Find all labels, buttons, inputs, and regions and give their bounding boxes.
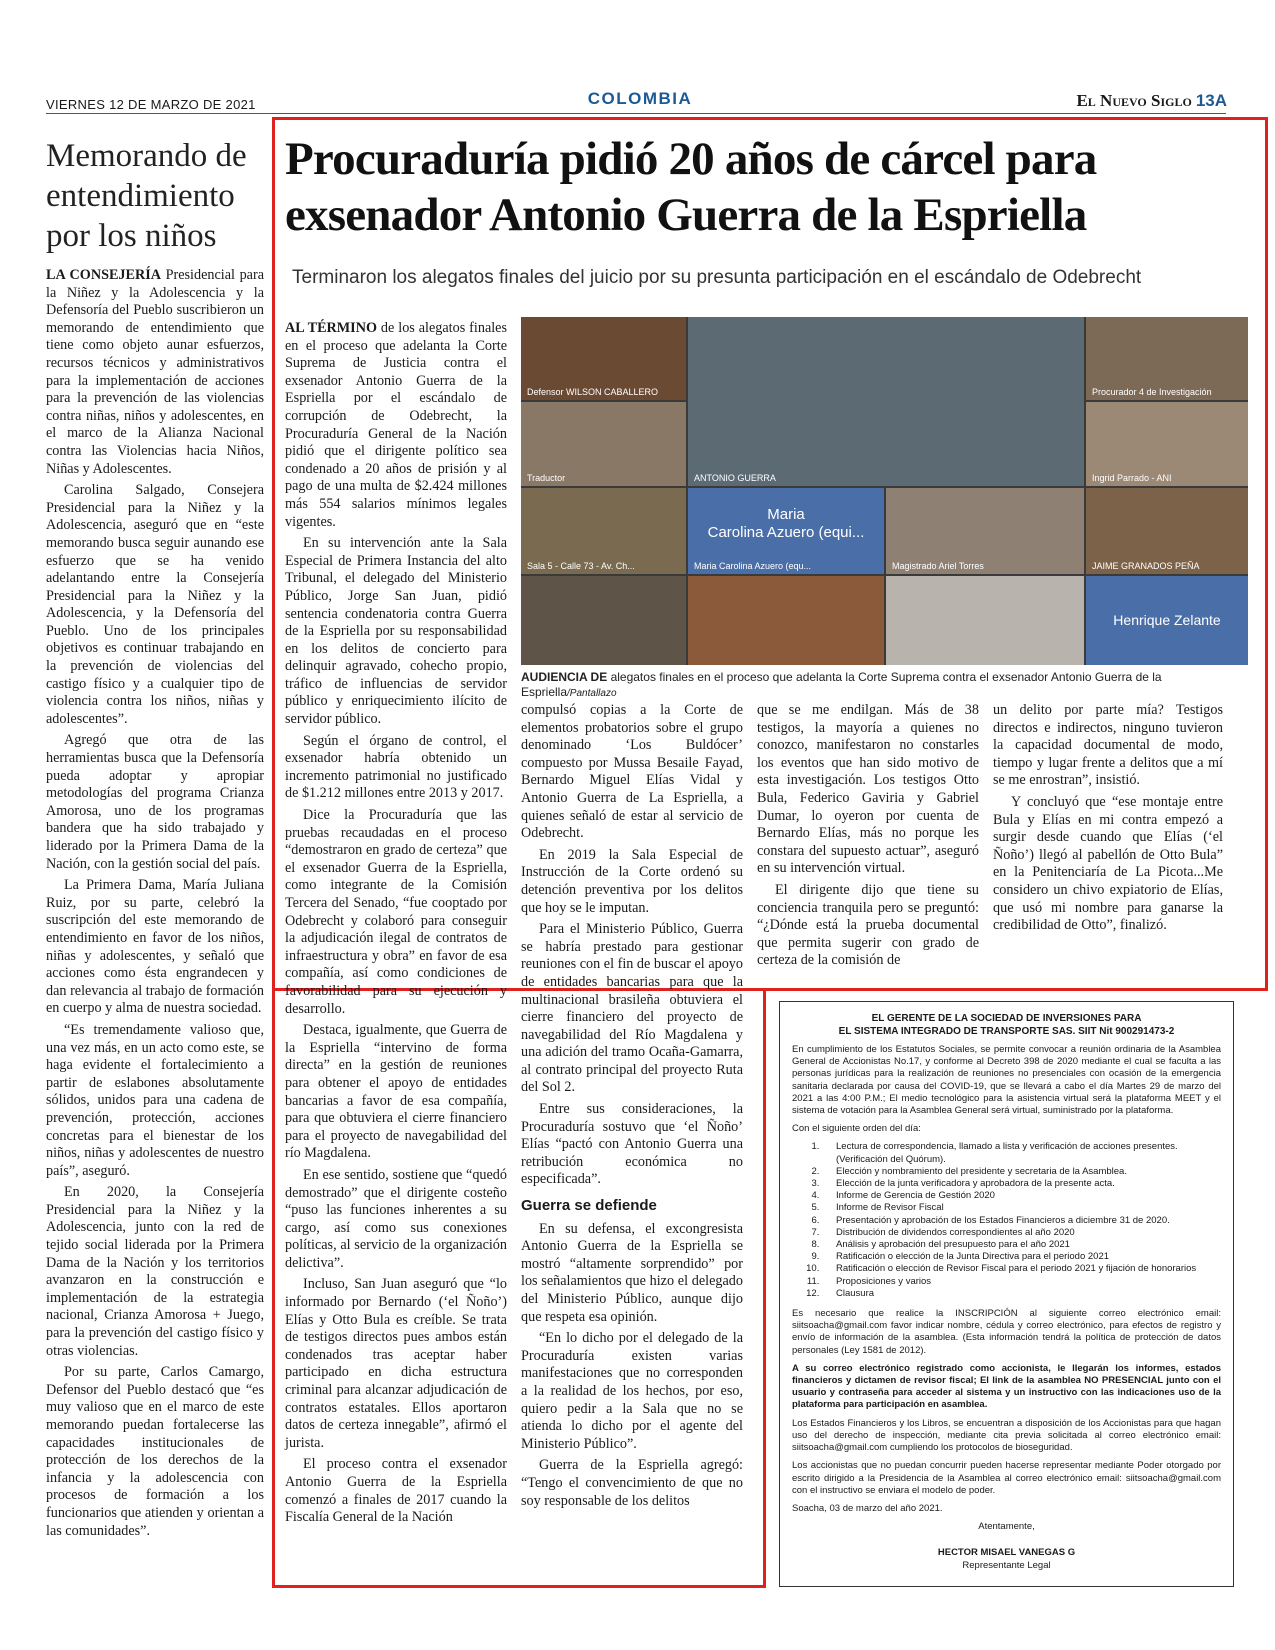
caption-lead: AUDIENCIA DE [521, 670, 608, 684]
photo-tile [1086, 576, 1248, 665]
agenda-item: 5. Informe de Revisor Fiscal [822, 1202, 1221, 1214]
section-name: COLOMBIA [587, 89, 693, 108]
sidebar-paragraph: Agregó que otra de las herramientas busca que la Defensoría pueda adoptar y apropiar metodologías del programa Crianza Amorosa, uno de los programas bandera que ha sido trabajado y liderado por la Primera Dama de la Nación, con la gestión social del país. [46, 732, 264, 872]
agenda-item: 3. Elección de la junta verificadora y aprobadora de la presente acta. [822, 1178, 1221, 1190]
edition-date: VIERNES 12 DE MARZO DE 2021 [46, 97, 256, 112]
notice-paragraph: Es necesario que realice la INSCRIPCIÓN al siguiente correo electrónico email: siitsoacha@gmail.com favor indicar nombre, cédula y correo electrónico, para efectos de registro y envío de información de la asamblea. (Esta información tendrá la política de protección de datos personales (Ley 1581 de 2012). [792, 1308, 1221, 1356]
participant-name: Henrique Zelante [1113, 612, 1221, 628]
sidebar-paragraph: Carolina Salgado, Consejera Presidencial para la Niñez y la Adolescencia, aseguró que en “este memorando busca seguir aunando ese esfuerzo que se ha venido adelantando entre la Consejería Presidencial para la Niñez y la Adolescencia, y la Defensoría del Pueblo. Uno de los principales objetivos es continuar trabajando en la prevención de violencias del castigo físico y a cualquier tipo de violencia contra los niños, niñas y adolescentes”. [46, 482, 264, 727]
article-subhead: Guerra se defiende [521, 1197, 657, 1215]
article-paragraph: “En lo dicho por el delegado de la Procuraduría existen varias manifestaciones que no corresponden a la realidad de los hechos, por eso, quiero pedir a la Sala que no se atienda lo dicho por el agente del Ministerio Público”. [521, 1330, 743, 1452]
photo-tile: Defensor WILSON CABALLERO [521, 317, 686, 400]
photo-tile: Ingrid Parrado - ANI [1086, 402, 1248, 486]
agenda-list [822, 1141, 1221, 1300]
sidebar-title: Memorando de entendimiento por los niños [46, 138, 247, 254]
agenda-item: 1. Lectura de correspondencia, llamado a lista y verificación de acciones presentes. (Verificación del Quórum). [822, 1141, 1221, 1165]
photo-tile [688, 576, 884, 665]
article-paragraph: Guerra de la Espriella agregó: “Tengo el convencimiento de que no soy responsable de los delitos [521, 1457, 743, 1509]
article-paragraph: Destaca, igualmente, que Guerra de la Espriella “intervino de forma directa” en la gestión de reuniones para obtener el apoyo de entidades bancarias a favor de esa compañía, para que obtuviera el cierre financiero para el proyecto de navegabilidad del río Magdalena. [285, 1022, 507, 1162]
article-paragraph: Y concluyó que “ese montaje entre Bula y Elías en mi contra empezó a surgir desde cuando que Elías (‘el Ñoño’) llegó al pabellón de Otto Bula” en la Penitenciaría de La Picota...Me considero un chivo expiatorio de Elías, que usó mi nombre para ganarse la credibilidad de Otto”, finalizó. [993, 793, 1223, 934]
sidebar-text: Presidencial para la Niñez y la Adolescencia y la Defensoría del Pueblo suscribieron un memorando de entendimiento que tiene como objeto aunar esfuerzos, recursos técnicos y administrativos para la implementación de acciones para la prevención de las violencias contra niñas, niños y adolescentes, en el marco de la Alianza Nacional contra las Violencias hacia Niños, Niñas y Adolescentes. [46, 267, 264, 477]
notice-paragraph: Los Estados Financieros y los Libros, se encuentran a disposición de los Accionistas para que hagan uso del derecho de inspección, mediante cita previa solicitada al correo electrónico email: siitsoacha@gmail.com cumpliendo los protocolos de bioseguridad. [792, 1417, 1221, 1454]
photo-tile: JAIME GRANADOS PEÑA [1086, 488, 1248, 574]
sidebar-body [46, 267, 264, 1544]
legal-notice [779, 1001, 1234, 1587]
participant-name: Maria Carolina Azuero (equi... [707, 506, 865, 541]
notice-paragraph: Con el siguiente orden del día: [792, 1123, 921, 1135]
article-column-2 [521, 702, 743, 1514]
article-lead: AL TÉRMINO [285, 320, 377, 336]
agenda-item: 8. Análisis y aprobación del presupuesto para el año 2021 [822, 1239, 1221, 1251]
newspaper-name [1076, 91, 1227, 111]
signer-role: Representante Legal [962, 1559, 1051, 1571]
article-paragraph: un delito por parte mía? Testigos directos e indirectos, ninguno tuvieron la capacidad documental de modo, tiempo y lugar frente a delitos que a mí se me enrostran”, insistió. [993, 702, 1223, 789]
article-column-4 [993, 702, 1223, 939]
photo-credit: /Pantallazo [567, 688, 617, 699]
article-paragraph: En 2019 la Sala Especial de Instrucción de la Corte ordenó su detención preventiva por los delitos que hoy se le imputan. [521, 846, 743, 916]
agenda-item: 10. Ratificación o elección de Revisor Fiscal para el periodo 2021 y fijación de honorarios [822, 1263, 1221, 1275]
article-paragraph: El proceso contra el exsenador Antonio Guerra de la Espriella comenzó a finales de 2017 cuando la Fiscalía General de la Nación [285, 1456, 507, 1526]
article-photo [521, 317, 1248, 665]
agenda-item: 4. Informe de Gerencia de Gestión 2020 [822, 1190, 1221, 1202]
notice-paragraph: Los accionistas que no puedan concurrir pueden hacerse representar mediante Poder otorgado por escrito dirigido a la Presidencia de la Asamblea al correo electrónico email: siitsoacha@gmail.com con el instructivo se enviara el modelo de poder. [792, 1460, 1221, 1496]
article-paragraph: Según el órgano de control, el exsenador habría obtenido un incremento patrimonial no justificado de $1.212 millones entre 2013 y 2017. [285, 732, 507, 802]
sidebar-paragraph: Por su parte, Carlos Camargo, Defensor del Pueblo destacó que “es muy valioso que en el marco de este memorando puedan fortalecerse las capacidades institucionales de protección de los derechos de la infancia y la adolescencia con procesos de formación a los funcionarios que atienden y orientan a las comunidades”. [46, 1364, 264, 1539]
agenda-item: 6. Presentación y aprobación de los Estados Financieros a diciembre 31 de 2020. [822, 1215, 1221, 1227]
notice-date: Soacha, 03 de marzo del año 2021. [792, 1502, 943, 1514]
sidebar-paragraph: “Es tremendamente valioso que, una vez más, en un acto como este, se haga evidente el fortalecimiento a partir de eslabones absolutamente sólidos, unidos para una cadena de prevención, protección, acciones concretas para el bienestar de los niños, niñas y adolescentes de nuestro país”, aseguró. [46, 1021, 264, 1179]
photo-tile-main: ANTONIO GUERRA [688, 317, 1084, 486]
article-column-1 [285, 320, 507, 1531]
page-number: 13A [1195, 91, 1227, 110]
article-paragraph: En su intervención ante la Sala Especial de Primera Instancia del alto Tribunal, el delegado del Ministerio Público, Jorge San Juan, pidió sentencia condenatoria contra Guerra de la Espriella por su responsabilidad en los delitos de concierto para delinquir agravado, cohecho propio, tráfico de influencias de servidor público y enriquecimiento ilícito de servidor público. [285, 535, 507, 728]
article-paragraph: En ese sentido, sostiene que “quedó demostrado” que el dirigente costeño “puso las funciones inherentes a su cargo, así como sus conexiones políticas, al servicio de la organización delictiva”. [285, 1166, 507, 1271]
photo-tile: Sala 5 - Calle 73 - Av. Ch... [521, 488, 686, 574]
agenda-item: 12. Clausura [822, 1288, 1221, 1300]
article-paragraph: compulsó copias a la Corte de elementos probatorios sobre el grupo denominado ‘Los Buldócer’ compuesto por Mussa Besaile Fayad, Bernardo Miguel Elías Vidal y Antonio Guerra de La Espriella, a quienes señaló de estar al servicio de Odebrecht. [521, 702, 743, 842]
article-headline: Procuraduría pidió 20 años de cárcel para exsenador Antonio Guerra de la Espriella [285, 133, 1097, 241]
sidebar-paragraph [46, 267, 264, 478]
article-paragraph: Dice la Procuraduría que las pruebas recaudadas en el proceso “demostraron en grado de certeza” que el exsenador Guerra de la Espriella, como integrante de la Comisión Tercera del Senado, “fue cooptado por Odebrecht y colaboró para conseguir la adjudicación ilegal de contratos de infraestructura y obra” en favor de esa compañía, así como condiciones de favorabilidad para su ejecución y desarrollo. [285, 807, 507, 1017]
sidebar-paragraph: En 2020, la Consejería Presidencial para la Niñez y la Adolescencia, junto con la red de tejido social liderada por la Primera Dama de la Nación y los territorios avanzaron en la construcción e implementación de la estrategia nacional, Crianza Amorosa + Juego, para la prevención del castigo físico y otras violencias. [46, 1184, 264, 1359]
photo-tile: Magistrado Ariel Torres [886, 488, 1084, 574]
agenda-item: 11. Proposiciones y varios [822, 1276, 1221, 1288]
article-subtitle: Terminaron los alegatos finales del juicio por su presunta participación en el escándalo de Odebrecht [292, 267, 1142, 288]
header-rule [46, 113, 1226, 114]
newspaper-title: El Nuevo Siglo [1076, 91, 1192, 110]
caption-text: alegatos finales en el proceso que adelanta la Corte Suprema contra el exsenador Antonio Guerra de la Espriella [521, 670, 1162, 699]
article-paragraph: AL TÉRMINO de los alegatos finales en el proceso que adelanta la Corte Suprema de Justicia contra el exsenador Antonio Guerra de la Espriella por el escándalo de corrupción de Odebrecht, la Procuraduría General de la Nación pidió que el dirigente político sea condenado a 20 años de prisión y al pago de una multa de $2.424 millones más 554 salarios mínimos legales vigentes. [285, 320, 507, 530]
photo-tile [886, 576, 1084, 665]
article-column-3 [757, 702, 979, 974]
sidebar-lead: LA CONSEJERÍA [46, 267, 161, 283]
photo-tile: Traductor [521, 402, 686, 486]
article-paragraph: Para el Ministerio Público, Guerra se habría prestado para gestionar reuniones con el fin de buscar el apoyo de entidades bancarias para que la multinacional brasileña obtuviera el cierre financiero del proyecto de navegabilidad del Río Magdalena y una adición del tramo Ocaña-Gamarra, al contrato principal del proyecto Ruta del Sol 2. [521, 921, 743, 1096]
article-paragraph: En su defensa, el excongresista Antonio Guerra de la Espriella se mostró “altamente sorprendido” por los señalamientos que hizo el delegado del Ministerio Público, aunque dijo que respeta esa opinión. [521, 1220, 743, 1325]
photo-tile [521, 576, 686, 665]
agenda-item: 2. Elección y nombramiento del presidente y secretaria de la Asamblea. [822, 1166, 1221, 1178]
article-paragraph: Entre sus consideraciones, la Procuraduría sostuvo que ‘el Ñoño’ Elías “pactó con Antonio Guerra una retribución económica no especificada”. [521, 1101, 743, 1188]
photo-tile: Maria Carolina Azuero (equi... Maria Carolina Azuero (equ... [688, 488, 884, 574]
agenda-item: 9. Ratificación o elección de la Junta Directiva para el periodo 2021 [822, 1251, 1221, 1263]
notice-heading: EL GERENTE DE LA SOCIEDAD DE INVERSIONES PARA EL SISTEMA INTEGRADO DE TRANSPORTE SAS. SIIT Nit 900291473-2 [838, 1013, 1175, 1037]
notice-paragraph: En cumplimiento de los Estatutos Sociales, se permite convocar a reunión ordinaria de la Asamblea General de Accionistas No.17, y conforme al Decreto 398 de 2020 mediante el cual se faculta a las personas jurídicas para la realización de reuniones no presenciales con ocasión de la emergencia sanitaria declarada por causa del COVID-19, que se llevará a cabo el día Martes 29 de marzo del 2021 a las 4:00 P.M.; El medio tecnológico para la asistencia virtual será la plataforma MEET y el sistema de votación para la Asamblea General será virtual, suministrado por la plataforma. [792, 1044, 1221, 1117]
sidebar-paragraph: La Primera Dama, María Juliana Ruiz, por su parte, celebró la suscripción del este memorando de entendimiento en favor de los niños, niñas y adolescentes, y señaló que acciones como ésta engrandecen y dan relevancia al trabajo de formación en cuerpo y alma de nuestra sociedad. [46, 877, 264, 1017]
notice-closing: Atentamente, [978, 1521, 1035, 1533]
photo-caption [521, 670, 1248, 701]
article-paragraph: que se me endilgan. Más de 38 testigos, la mayoría a quienes no conozco, manifestaron no constarles los eventos que han sido motivo de esta investigación. Los testigos Otto Bula, Federico Gaviria y Gabriel Dumar, lo oyeron por cuenta de Bernardo Elías, más no porque les constara del supuesto actuar”, aseguró en su intervención virtual. [757, 702, 979, 877]
article-paragraph: El dirigente dijo que tiene su conciencia tranquila pero se preguntó: “¿Dónde está la prueba documental que permita sugerir con grado de certeza de la comisión de [757, 881, 979, 969]
notice-paragraph: A su correo electrónico registrado como accionista, le llegarán los informes, estados financieros y dictamen de revisor fiscal; El link de la asamblea NO PRESENCIAL junto con el usuario y contraseña para acceder al sistema y un instructivo con las indicaciones uso de la plataforma para participación en asamblea. [792, 1362, 1221, 1411]
signer-name: HECTOR MISAEL VANEGAS G [937, 1547, 1076, 1559]
article-paragraph: Incluso, San Juan aseguró que “lo informado por Bernardo (‘el Ñoño’) Elías y Otto Bula es creíble. Se trata de testigos directos pues ambos están condenados tras aceptar haber participado en dicha estructura criminal para alcanzar adjudicación de contratos estatales. Ellos aportaron datos de certeza innegable”, afirmó el jurista. [285, 1276, 507, 1451]
agenda-item: 7. Distribución de dividendos correspondientes al año 2020 [822, 1227, 1221, 1239]
photo-tile: Procurador 4 de Investigación [1086, 317, 1248, 400]
